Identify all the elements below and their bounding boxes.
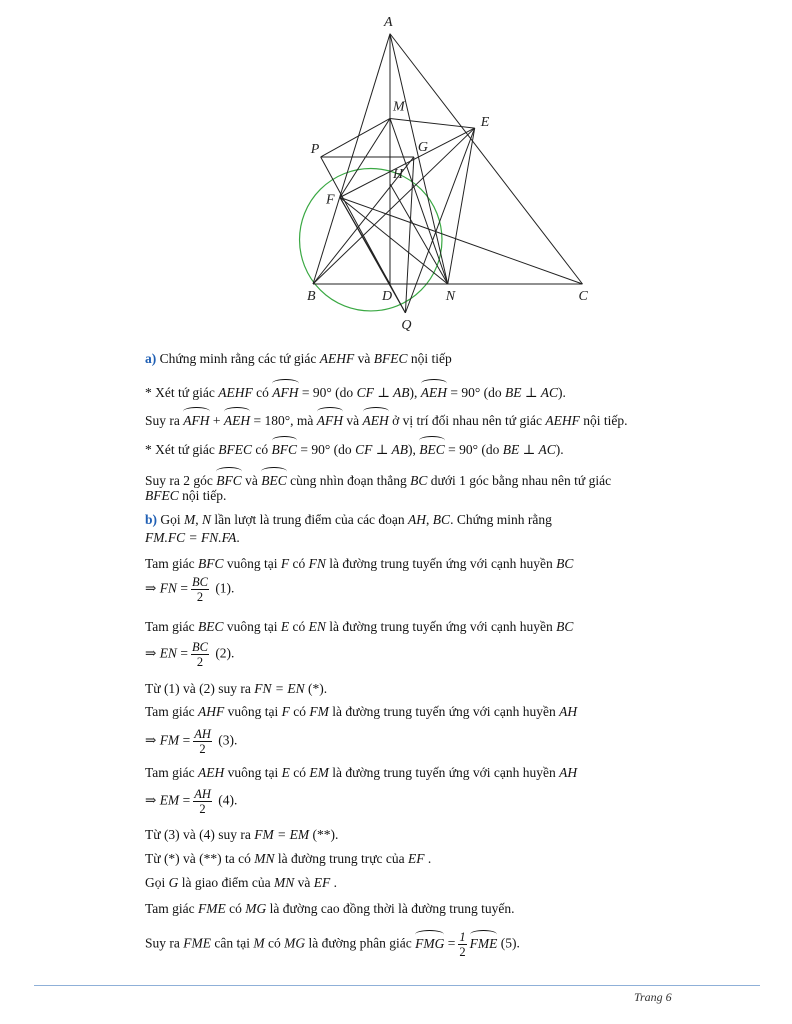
fraction-denominator: 2 xyxy=(196,590,204,604)
text-run: AEHF xyxy=(218,385,253,400)
segment-ME xyxy=(390,118,475,128)
text-run: BC xyxy=(410,473,428,488)
text-run: Tam giác xyxy=(145,556,199,571)
text-run: AH xyxy=(559,704,578,719)
text-run: BFEC xyxy=(218,442,253,457)
text-run: EM xyxy=(159,792,180,808)
text-run: EM xyxy=(309,765,329,780)
text-run: BE ⊥ AC xyxy=(502,442,556,457)
text-run: có xyxy=(264,935,285,951)
fraction-numerator: AH xyxy=(194,727,211,741)
text-run: ⇒ xyxy=(145,792,160,808)
fraction xyxy=(191,575,209,604)
angle-symbol: AEH xyxy=(363,409,389,429)
text-run: FM xyxy=(309,704,329,719)
text-run: là đường trung tuyến ứng với cạnh huyền xyxy=(328,765,560,780)
text-run: EF xyxy=(408,851,425,866)
text-run: E xyxy=(281,765,290,780)
text-line xyxy=(145,930,735,959)
text-run: EF xyxy=(313,875,331,890)
point-label-M: M xyxy=(393,99,405,115)
text-run: (2). xyxy=(211,645,235,661)
text-run: Tam giác xyxy=(145,765,199,780)
geometry-figure xyxy=(280,14,600,340)
text-run: nội tiếp. xyxy=(579,413,628,428)
text-run: MN xyxy=(273,875,295,890)
text-run: MG xyxy=(284,935,306,951)
text-run: Suy ra 2 góc xyxy=(145,473,217,488)
text-line xyxy=(145,381,735,401)
page-number: Trang 6 xyxy=(634,990,672,1004)
text-run: BC xyxy=(556,619,574,634)
text-run: * Xét tứ giác xyxy=(145,385,219,400)
text-run: FME xyxy=(183,935,211,951)
text-run: BFEC xyxy=(145,488,179,503)
angle-symbol: AEH xyxy=(224,409,250,429)
text-run: Tam giác xyxy=(145,704,199,719)
angle-symbol: AFH xyxy=(272,381,298,401)
text-run: CF ⊥ AB xyxy=(355,442,409,457)
text-run: ở vị trí đối nhau nên tứ giác xyxy=(388,413,546,428)
text-run: cùng nhìn đoạn thẳng xyxy=(286,473,411,488)
text-run: (**). xyxy=(309,827,339,842)
segment-HN xyxy=(390,184,448,284)
text-run: vuông tại xyxy=(224,765,282,780)
text-run: M xyxy=(184,512,196,527)
point-label-G: G xyxy=(417,139,428,155)
text-run: có xyxy=(289,765,310,780)
text-run: FME xyxy=(198,901,226,916)
fraction-numerator: 1 xyxy=(459,930,466,944)
text-run: là đường trung tuyến ứng với cạnh huyền xyxy=(328,704,560,719)
text-run: Chứng minh rằng các tứ giác xyxy=(159,351,320,366)
point-label-B: B xyxy=(307,289,316,304)
text-line xyxy=(145,874,735,891)
text-line xyxy=(145,438,735,458)
segment-MP xyxy=(321,118,390,157)
text-run: nội tiếp xyxy=(407,351,452,366)
text-run: FN = EN xyxy=(254,681,305,696)
text-run: = 90° (do xyxy=(444,442,503,457)
point-label-Q: Q xyxy=(401,317,412,333)
text-run: Suy ra xyxy=(145,935,184,951)
segment-FQ xyxy=(340,197,405,313)
text-line xyxy=(145,575,735,604)
fraction-denominator: 2 xyxy=(199,802,206,816)
text-run: FM = EM xyxy=(254,827,310,842)
text-run: Gọi xyxy=(160,512,185,527)
text-run: = xyxy=(179,732,191,748)
text-line xyxy=(145,487,735,504)
text-run: Suy ra xyxy=(145,413,184,428)
text-run: có xyxy=(289,556,309,571)
point-label-H: H xyxy=(393,166,404,182)
point-label-N: N xyxy=(445,289,456,304)
text-run: vuông tại xyxy=(223,619,281,634)
text-run: Từ (1) và (2) suy ra xyxy=(145,681,255,696)
text-run: BC xyxy=(432,512,451,527)
angle-symbol: AEH xyxy=(421,381,447,401)
text-line xyxy=(145,900,735,917)
text-run: M xyxy=(253,935,265,951)
text-run: là giao điểm của xyxy=(178,875,274,890)
text-run: F xyxy=(280,556,290,571)
text-run: nội tiếp. xyxy=(178,488,227,503)
point-label-P: P xyxy=(310,141,320,157)
point-label-D: D xyxy=(382,289,393,304)
text-line xyxy=(145,555,735,572)
text-run: . xyxy=(236,530,240,545)
text-run: = xyxy=(179,792,191,808)
segment-CF xyxy=(340,197,583,284)
angle-symbol: BFC xyxy=(272,438,298,458)
text-run: lần lượt là trung điểm của các đoạn xyxy=(211,512,409,527)
text-run: FM.FC = FN.FA xyxy=(145,530,237,545)
fraction-numerator: BC xyxy=(191,575,208,589)
text-run: + xyxy=(209,413,224,428)
text-run: . Chứng minh rằng xyxy=(450,512,552,527)
point-label-F: F xyxy=(325,192,335,208)
text-run: là đường phân giác xyxy=(305,935,416,951)
text-run: G xyxy=(168,875,179,890)
text-run: AH xyxy=(559,765,578,780)
text-run: = 90° (do xyxy=(298,385,357,400)
text-line xyxy=(145,469,735,489)
text-run: AEHF xyxy=(545,413,580,428)
angle-symbol: BFC xyxy=(216,469,242,489)
text-run: ), xyxy=(409,385,421,400)
text-line xyxy=(145,764,735,781)
text-run: BFC xyxy=(198,556,224,571)
text-run: có xyxy=(225,901,246,916)
text-line xyxy=(145,529,735,546)
text-run: AEHF xyxy=(319,351,355,366)
text-run: vuông tại xyxy=(224,704,282,719)
text-run: N xyxy=(202,512,212,527)
text-line xyxy=(145,680,735,697)
segment-EQ xyxy=(405,128,474,313)
text-run: ). xyxy=(555,442,564,457)
text-run: Từ (*) và (**) ta có xyxy=(145,851,255,866)
circumcircle xyxy=(300,166,442,311)
text-line xyxy=(145,787,735,816)
text-run: là đường trung tuyến ứng với cạnh huyền xyxy=(325,619,557,634)
fraction-denominator: 2 xyxy=(196,655,204,669)
text-run: (1). xyxy=(211,580,235,596)
text-run: EN xyxy=(308,619,326,634)
text-run: (5). xyxy=(497,935,520,951)
text-line xyxy=(145,511,735,528)
text-run: = 180°, mà xyxy=(250,413,317,428)
text-line xyxy=(145,826,735,843)
text-run: E xyxy=(280,619,290,634)
text-line xyxy=(145,703,735,720)
text-run: AHF xyxy=(198,704,225,719)
text-run: , xyxy=(195,512,203,527)
fraction xyxy=(193,787,212,816)
point-label-A: A xyxy=(384,14,393,30)
segment-EN xyxy=(448,128,475,284)
fraction-denominator: 2 xyxy=(459,945,466,959)
text-run: = 90° (do xyxy=(297,442,356,457)
text-run: (4). xyxy=(214,792,238,808)
text-run: BC xyxy=(556,556,574,571)
text-line xyxy=(145,350,735,367)
fraction xyxy=(458,930,466,959)
text-run: là đường trung trực của xyxy=(274,851,409,866)
text-run: ⇒ xyxy=(145,645,160,661)
text-run: là đường cao đồng thời là đường trung tuyến. xyxy=(266,901,515,916)
text-run: = xyxy=(176,645,188,661)
text-run: và xyxy=(354,351,374,366)
text-run: FM xyxy=(159,732,180,748)
angle-symbol: FMG xyxy=(415,932,444,952)
text-run: và xyxy=(343,413,363,428)
segment-FN xyxy=(340,197,448,284)
footer-rule xyxy=(34,985,760,986)
text-run: có xyxy=(252,442,272,457)
fraction xyxy=(191,640,209,669)
text-run: là đường trung tuyến ứng với cạnh huyền xyxy=(325,556,557,571)
text-run: ⇒ xyxy=(145,580,160,596)
text-run: cân tại xyxy=(211,935,254,951)
text-run: FN xyxy=(159,580,177,596)
text-run: BFEC xyxy=(373,351,408,366)
text-run: = xyxy=(444,935,456,951)
text-line xyxy=(145,727,735,756)
text-run: * Xét tứ giác xyxy=(145,442,219,457)
text-run: , xyxy=(426,512,433,527)
text-run: AH xyxy=(408,512,427,527)
fraction-denominator: 2 xyxy=(199,742,206,756)
text-run: (*). xyxy=(304,681,328,696)
text-run: Tam giác xyxy=(145,901,199,916)
text-run: ⇒ xyxy=(145,732,160,748)
point-label-C: C xyxy=(578,289,588,304)
text-run: BEC xyxy=(198,619,224,634)
angle-symbol: BEC xyxy=(419,438,445,458)
text-run: có xyxy=(252,385,273,400)
text-run: BE ⊥ AC xyxy=(505,385,558,400)
text-run: (3). xyxy=(214,732,238,748)
fraction xyxy=(193,727,212,756)
text-run: = 90° (do xyxy=(447,385,506,400)
text-run: và xyxy=(241,473,262,488)
text-run: CF ⊥ AB xyxy=(356,385,410,400)
text-run: Tam giác xyxy=(145,619,199,634)
text-run: MN xyxy=(254,851,275,866)
text-run: = xyxy=(176,580,188,596)
angle-symbol: FME xyxy=(470,932,498,952)
fraction-numerator: BC xyxy=(191,640,208,654)
text-run: EN xyxy=(159,645,177,661)
fraction-numerator: AH xyxy=(194,787,211,801)
segment-MF xyxy=(340,118,390,197)
angle-symbol: AFH xyxy=(183,409,209,429)
text-run: có xyxy=(289,619,309,634)
text-run: có xyxy=(289,704,310,719)
part-label: a) xyxy=(145,351,160,366)
text-run: ). xyxy=(557,385,566,400)
text-line xyxy=(145,850,735,867)
text-run: MG xyxy=(245,901,267,916)
text-run: F xyxy=(281,704,290,719)
text-run: FN xyxy=(308,556,326,571)
part-label: b) xyxy=(145,512,161,527)
text-line xyxy=(145,409,735,429)
text-run: vuông tại xyxy=(223,556,281,571)
text-run: . xyxy=(330,875,337,890)
text-run: ), xyxy=(408,442,420,457)
text-line xyxy=(145,640,735,669)
text-line xyxy=(145,618,735,635)
text-run: Từ (3) và (4) suy ra xyxy=(145,827,255,842)
text-run: và xyxy=(294,875,314,890)
text-run: dưới 1 góc bằng nhau nên tứ giác xyxy=(427,473,612,488)
segment-FE xyxy=(340,128,475,197)
angle-symbol: AFH xyxy=(317,409,343,429)
text-run: AEH xyxy=(198,765,225,780)
text-run: Gọi xyxy=(145,875,169,890)
point-label-E: E xyxy=(480,115,490,131)
angle-symbol: BEC xyxy=(261,469,287,489)
text-run: . xyxy=(424,851,432,866)
